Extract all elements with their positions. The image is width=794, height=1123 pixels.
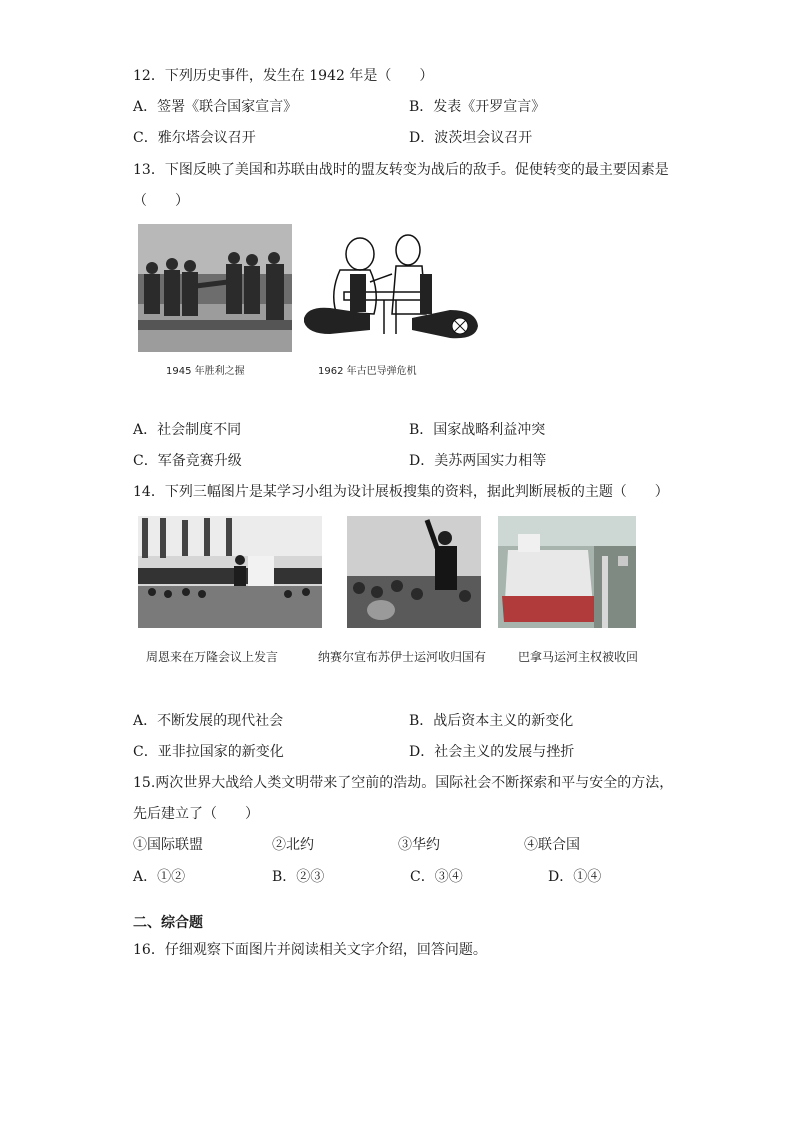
q14-caption-3: 巴拿马运河主权被收回	[518, 650, 639, 664]
q12-option-b: B．发表《开罗宣言》	[409, 99, 546, 115]
q15-item-1: ①国际联盟	[133, 837, 203, 853]
q15-option-a: A．①②	[133, 869, 186, 885]
q14-option-c: C．亚非拉国家的新变化	[133, 744, 284, 760]
q14-caption-1: 周恩来在万隆会议上发言	[146, 650, 279, 664]
q12-stem: 12．下列历史事件，发生在 1942 年是（ ）	[133, 68, 434, 84]
q13-option-c: C．军备竞赛升级	[133, 453, 242, 469]
panama-canal-photo	[498, 516, 636, 628]
q15-stem: 15.两次世界大战给人类文明带来了空前的浩劫。国际社会不断探索和平与安全的方法，	[133, 775, 674, 791]
q14-caption-2: 纳赛尔宣布苏伊士运河收归国有	[318, 650, 487, 664]
q13-option-d: D．美苏两国实力相等	[409, 453, 547, 469]
q13-caption-2: 1962 年古巴导弹危机	[318, 366, 417, 377]
q12-option-d: D．波茨坦会议召开	[409, 130, 533, 146]
q15-option-d: D．①④	[548, 869, 602, 885]
q13-option-b: B．国家战略利益冲突	[409, 422, 546, 438]
q15-option-c: C．③④	[410, 869, 463, 885]
q15-stem-continued: 先后建立了（ ）	[133, 806, 259, 822]
q13-stem-continued: （ ）	[133, 193, 189, 209]
q14-option-a: A．不断发展的现代社会	[133, 713, 284, 729]
q13-option-a: A．社会制度不同	[133, 422, 242, 438]
q14-option-d: D．社会主义的发展与挫折	[409, 744, 575, 760]
q15-option-b: B．②③	[272, 869, 325, 885]
q15-item-2: ②北约	[272, 837, 314, 853]
q12-option-a: A．签署《联合国家宣言》	[133, 99, 298, 115]
section-title: 二、综合题	[133, 915, 203, 931]
q13-caption-1: 1945 年胜利之握	[166, 366, 245, 377]
q15-item-3: ③华约	[398, 837, 440, 853]
q12-option-c: C．雅尔塔会议召开	[133, 130, 256, 146]
q14-option-b: B．战后资本主义的新变化	[409, 713, 574, 729]
cuban-missile-crisis-cartoon	[300, 222, 482, 352]
q13-stem: 13．下图反映了美国和苏联由战时的盟友转变为战后的敌手。促使转变的最主要因素是	[133, 162, 669, 178]
nasser-speech-photo	[347, 516, 481, 628]
q15-item-4: ④联合国	[524, 837, 580, 853]
q16-stem: 16．仔细观察下面图片并阅读相关文字介绍，回答问题。	[133, 942, 487, 958]
bandung-conference-photo	[138, 516, 322, 628]
q14-stem: 14．下列三幅图片是某学习小组为设计展板搜集的资料，据此判断展板的主题（ ）	[133, 484, 669, 500]
victory-handshake-photo	[138, 224, 292, 352]
